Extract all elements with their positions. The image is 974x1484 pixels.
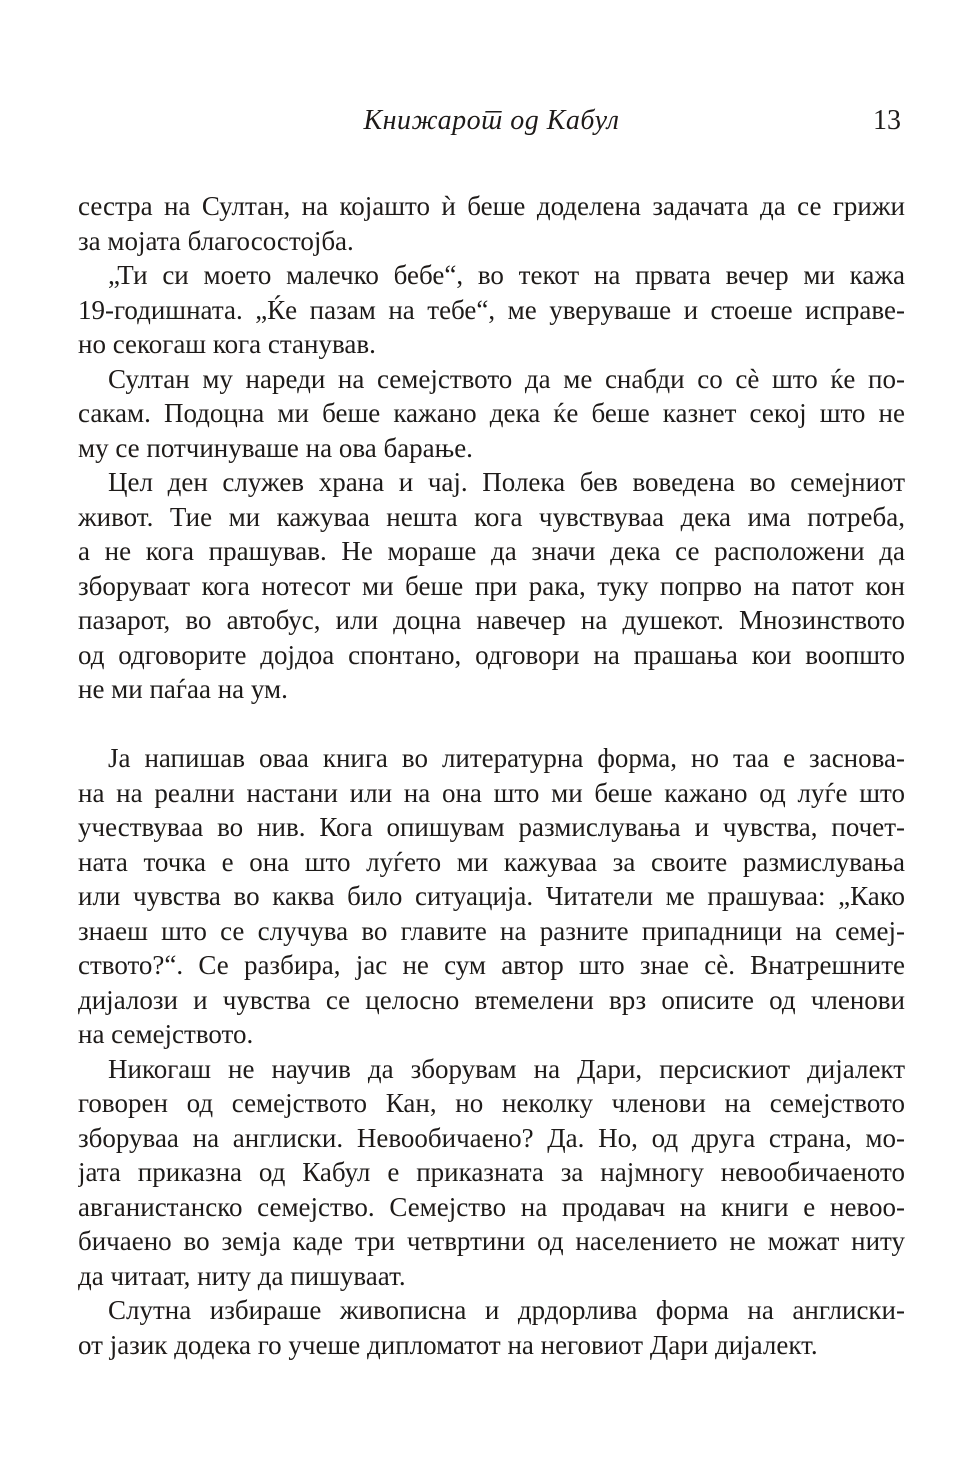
- text-line: да читаат, ниту да пишуваат.: [78, 1260, 406, 1291]
- paragraph: [78, 741, 905, 1052]
- paragraph: [78, 1052, 905, 1294]
- text-line: авганистанско семејство. Семејство на продавач на книги е невоо-: [78, 1191, 905, 1222]
- text-line: Никогаш не научив да зборувам на Дари, персискиот дијалект: [108, 1053, 905, 1084]
- text-line: или чувства во каква било ситуација. Читатели ме прашуваа: „Како: [78, 881, 905, 911]
- text-line: 19-годишната. „Ќе пазам на тебе“, ме уверуваше и стоеше исправе-: [78, 294, 905, 325]
- running-title: Книжарот од Кабул: [363, 105, 620, 136]
- text-line: „Ти си моето малечко бебе“, во текот на првата вечер ми кажа: [108, 260, 905, 290]
- text-line: дијалози и чувства се целосно втемелени врз описите од членови: [78, 984, 905, 1015]
- text-line: живот. Тие ми кажуваа нешта кога чувствуваа дека има потреба,: [78, 501, 905, 532]
- paragraph: [78, 362, 905, 466]
- page-number: 13: [873, 105, 901, 136]
- text-line: от јазик додека го учеше дипломатот на неговиот Дари дијалект.: [78, 1329, 818, 1360]
- text-line: пазарот, во автобус, или доцна навечер на душекот. Мнозинството: [78, 605, 905, 635]
- text-line: јата приказна од Кабул е приказната за најмногу невообичаеното: [78, 1157, 905, 1187]
- text-line: Слутна избираше живописна и дрдорлива форма на англиски-: [108, 1295, 905, 1325]
- text-line: од одговорите дојдоа спонтано, одговори на прашања кои воопшто: [78, 639, 905, 670]
- text-body: [78, 189, 905, 1362]
- paragraph: [78, 189, 905, 258]
- text-line: бичаено во земја каде три четвртини од населението не можат ниту: [78, 1226, 905, 1256]
- running-header: [78, 103, 905, 139]
- text-line: на на реални настани или на она што ми беше кажано од луѓе што: [78, 777, 905, 808]
- text-line: сакам. Подоцна ми беше кажано дека ќе беше казнет секој што не: [78, 398, 905, 428]
- text-line: ството?“. Се разбира, јас не сум автор што знае сѐ. Внатрешните: [78, 950, 905, 980]
- text-line: сестра на Султан, на којашто ѝ беше доделена задачата да се грижи: [78, 191, 905, 221]
- paragraph: [78, 465, 905, 707]
- paragraph: [78, 1293, 905, 1362]
- text-line: не ми паѓаа на ум.: [78, 674, 288, 704]
- text-line: ната точка е она што луѓето ми кажуваа за своите размислувања: [78, 846, 905, 877]
- text-line: му се потчинуваше на ова барање.: [78, 432, 473, 463]
- text-line: Цел ден служев храна и чај. Полека бев воведена во семејниот: [108, 467, 905, 497]
- paragraph: [78, 258, 905, 362]
- text-line: знаеш што се случува во главите на разните припадници на семеј-: [78, 915, 905, 946]
- text-line: Ја напишав оваа книга во литературна форма, но таа е заснова-: [108, 743, 905, 773]
- text-line: Султан му нареди на семејството да ме снабди со сѐ што ќе по-: [108, 363, 905, 394]
- text-line: зборуваат кога нотесот ми беше при рака, туку попрво на патот кон: [78, 570, 905, 601]
- text-line: учествуваа во нив. Кога опишувам размислувања и чувства, почет-: [78, 812, 905, 842]
- text-line: а не кога прашував. Не мораше да значи дека се расположени да: [78, 536, 905, 566]
- text-line: но секогаш кога станував.: [78, 329, 376, 359]
- text-line: на семејството.: [78, 1019, 254, 1049]
- text-line: за мојата благосостојба.: [78, 225, 354, 256]
- text-line: зборуваа на англиски. Невообичаено? Да. Но, од друга страна, мо-: [78, 1122, 905, 1153]
- text-line: говорен од семејството Кан, но неколку членови на семејството: [78, 1088, 905, 1118]
